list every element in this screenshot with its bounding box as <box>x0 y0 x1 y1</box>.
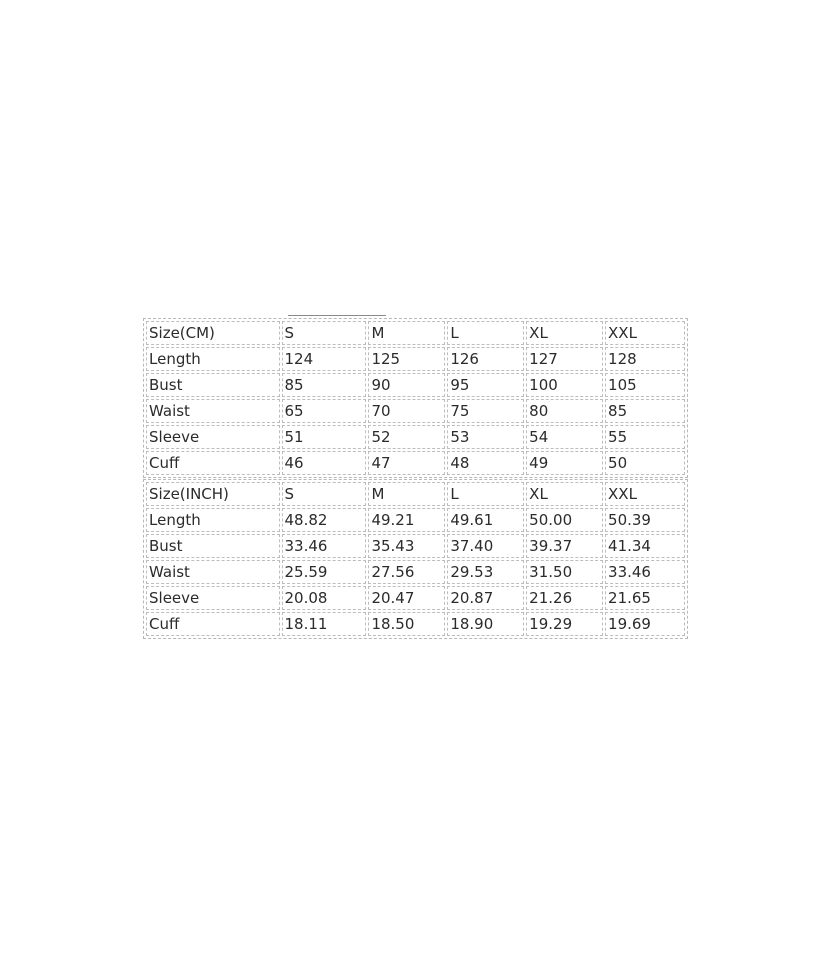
size-chart <box>143 318 688 639</box>
row-label: Waist <box>146 560 280 584</box>
header-cell: XL <box>526 482 603 506</box>
table-cell: 37.40 <box>447 534 524 558</box>
table-cell: 53 <box>447 425 524 449</box>
table-cell: 39.37 <box>526 534 603 558</box>
table-cell: 18.50 <box>368 612 445 636</box>
table-cell: 48 <box>447 451 524 475</box>
header-cell: S <box>282 321 367 345</box>
table-row <box>146 560 685 584</box>
row-label: Bust <box>146 534 280 558</box>
table-row <box>146 612 685 636</box>
divider-line <box>288 315 386 316</box>
size-table-inch <box>143 479 688 639</box>
table-cell: 70 <box>368 399 445 423</box>
table-cell: 27.56 <box>368 560 445 584</box>
table-row <box>146 508 685 532</box>
table-cell: 48.82 <box>282 508 367 532</box>
header-cell: XXL <box>605 321 685 345</box>
header-cell: S <box>282 482 367 506</box>
header-cell: M <box>368 321 445 345</box>
table-cell: 29.53 <box>447 560 524 584</box>
table-cell: 25.59 <box>282 560 367 584</box>
table-cell: 85 <box>282 373 367 397</box>
table-cell: 127 <box>526 347 603 371</box>
table-cell: 33.46 <box>282 534 367 558</box>
table-cell: 124 <box>282 347 367 371</box>
table-cell: 125 <box>368 347 445 371</box>
row-label: Bust <box>146 373 280 397</box>
row-label: Sleeve <box>146 425 280 449</box>
table-cell: 18.90 <box>447 612 524 636</box>
table-cell: 49 <box>526 451 603 475</box>
table-cell: 100 <box>526 373 603 397</box>
table-cell: 126 <box>447 347 524 371</box>
table-cell: 49.21 <box>368 508 445 532</box>
table-cell: 18.11 <box>282 612 367 636</box>
table-cell: 31.50 <box>526 560 603 584</box>
table-cell: 21.26 <box>526 586 603 610</box>
table-cell: 52 <box>368 425 445 449</box>
table-cell: 54 <box>526 425 603 449</box>
table-header-row <box>146 321 685 345</box>
row-label: Length <box>146 347 280 371</box>
table-cell: 19.69 <box>605 612 685 636</box>
header-cell: XXL <box>605 482 685 506</box>
table-cell: 128 <box>605 347 685 371</box>
table-cell: 65 <box>282 399 367 423</box>
header-cell: M <box>368 482 445 506</box>
table-cell: 55 <box>605 425 685 449</box>
table-cell: 105 <box>605 373 685 397</box>
table-row <box>146 534 685 558</box>
table-cell: 49.61 <box>447 508 524 532</box>
table-cell: 47 <box>368 451 445 475</box>
table-row <box>146 425 685 449</box>
table-cell: 75 <box>447 399 524 423</box>
table-row <box>146 347 685 371</box>
table-row <box>146 586 685 610</box>
table-cell: 33.46 <box>605 560 685 584</box>
size-table-cm <box>143 318 688 478</box>
table-row <box>146 373 685 397</box>
table-cell: 50.00 <box>526 508 603 532</box>
header-cell: XL <box>526 321 603 345</box>
row-label: Cuff <box>146 612 280 636</box>
row-label: Length <box>146 508 280 532</box>
header-cell: Size(INCH) <box>146 482 280 506</box>
table-cell: 35.43 <box>368 534 445 558</box>
table-row <box>146 399 685 423</box>
table-header-row <box>146 482 685 506</box>
header-cell: L <box>447 321 524 345</box>
table-cell: 80 <box>526 399 603 423</box>
table-cell: 51 <box>282 425 367 449</box>
table-cell: 20.08 <box>282 586 367 610</box>
row-label: Waist <box>146 399 280 423</box>
table-cell: 20.47 <box>368 586 445 610</box>
row-label: Sleeve <box>146 586 280 610</box>
header-cell: L <box>447 482 524 506</box>
table-cell: 41.34 <box>605 534 685 558</box>
table-cell: 85 <box>605 399 685 423</box>
table-cell: 21.65 <box>605 586 685 610</box>
header-cell: Size(CM) <box>146 321 280 345</box>
table-cell: 50 <box>605 451 685 475</box>
table-row <box>146 451 685 475</box>
table-cell: 95 <box>447 373 524 397</box>
row-label: Cuff <box>146 451 280 475</box>
table-cell: 50.39 <box>605 508 685 532</box>
table-cell: 90 <box>368 373 445 397</box>
table-cell: 20.87 <box>447 586 524 610</box>
table-cell: 46 <box>282 451 367 475</box>
table-cell: 19.29 <box>526 612 603 636</box>
